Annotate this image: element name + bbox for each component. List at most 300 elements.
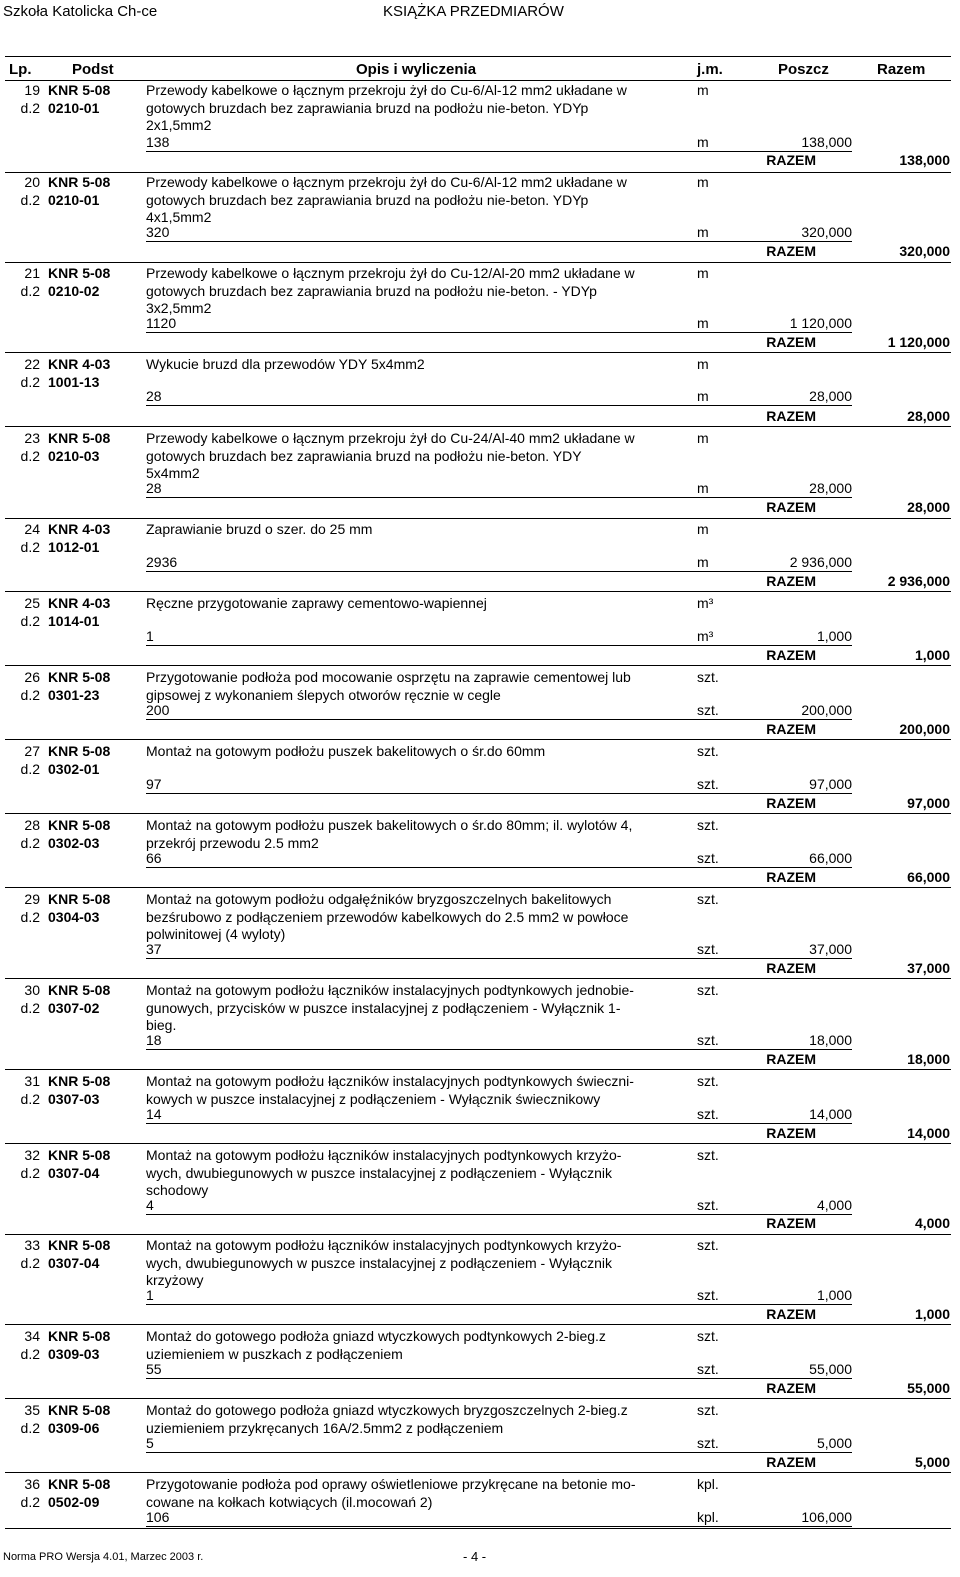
quantity-value: 28,000 (809, 480, 852, 496)
item-number: 26 (24, 669, 40, 685)
item-number: 22 (24, 356, 40, 372)
quantity-underline (146, 958, 852, 959)
item-description (146, 82, 691, 135)
razem-label: RAZEM (766, 721, 816, 737)
quantity-unit: szt. (697, 776, 719, 792)
item-chapter: d.2 (20, 448, 40, 464)
quantity-unit: m (697, 388, 709, 404)
quantity-row (146, 224, 852, 242)
quantity-underline (146, 1123, 852, 1124)
description-line: Montaż na gotowym podłożu łączników instalacyjnych podtynkowych jednobie- (146, 982, 634, 998)
razem-value: 28,000 (907, 408, 950, 424)
razem-label: RAZEM (766, 334, 816, 350)
item-entry (0, 82, 960, 172)
item-unit: szt. (697, 891, 719, 907)
column-header-razem: Razem (877, 61, 926, 78)
item-catalog-code: KNR 5-08 (48, 1328, 111, 1344)
quantity-expression: 2936 (146, 554, 178, 570)
item-description (146, 743, 691, 761)
item-unit: m (697, 356, 709, 372)
item-description (146, 1147, 691, 1200)
description-line: gunowych, przycisków w puszce instalacyjnej z podłączeniem - Wyłącznik 1- (146, 999, 621, 1016)
quantity-expression: 97 (146, 776, 162, 792)
item-description (146, 1237, 691, 1290)
item-entry (0, 595, 960, 665)
footer-page-number: - 4 - (463, 1549, 487, 1564)
item-number: 23 (24, 430, 40, 446)
razem-label: RAZEM (766, 1215, 816, 1231)
quantity-underline (146, 1304, 852, 1305)
quantity-underline (146, 1378, 852, 1379)
razem-row (146, 408, 950, 426)
item-entry (0, 1328, 960, 1398)
item-description (146, 521, 691, 539)
item-unit: szt. (697, 817, 719, 833)
item-catalog-position: 0304-03 (48, 909, 100, 925)
item-catalog-position: 1014-01 (48, 613, 100, 629)
item-entry (0, 1073, 960, 1143)
razem-value: 37,000 (907, 960, 950, 976)
item-catalog-position: 0307-03 (48, 1091, 100, 1107)
quantity-row (146, 1032, 852, 1050)
footer-software-note: Norma PRO Wersja 4.01, Marzec 2003 r. (3, 1551, 204, 1563)
item-catalog-code: KNR 5-08 (48, 1147, 111, 1163)
item-entry (0, 743, 960, 813)
item-catalog-code: KNR 5-08 (48, 891, 111, 907)
item-unit: m (697, 174, 709, 190)
quantity-row (146, 480, 852, 498)
quantity-unit: szt. (697, 1435, 719, 1451)
item-catalog-code: KNR 5-08 (48, 174, 111, 190)
quantity-row (146, 628, 852, 646)
quantity-expression: 37 (146, 941, 162, 957)
column-header-lp: Lp. (9, 61, 32, 78)
quantity-row (146, 776, 852, 794)
item-entry (0, 1476, 960, 1528)
description-line: polwinitowej (4 wyloty) (146, 926, 286, 942)
item-number: 20 (24, 174, 40, 190)
item-catalog-position: 0502-09 (48, 1494, 100, 1510)
item-chapter: d.2 (20, 687, 40, 703)
item-chapter: d.2 (20, 1165, 40, 1181)
item-separator (5, 1398, 951, 1399)
item-unit: kpl. (697, 1476, 719, 1492)
item-separator (5, 352, 951, 353)
quantity-value: 1,000 (816, 1287, 852, 1303)
description-line: Montaż na gotowym podłożu puszek bakelitowych o śr.do 60mm (146, 743, 546, 759)
quantity-unit: m (697, 315, 709, 331)
item-separator (5, 739, 951, 740)
razem-value: 18,000 (907, 1051, 950, 1067)
description-line: Przygotowanie podłoża pod mocowanie osprzętu na zaprawie cementowej lub (146, 669, 631, 685)
item-entry (0, 817, 960, 887)
item-catalog-code: KNR 4-03 (48, 356, 111, 372)
item-number: 32 (24, 1147, 40, 1163)
item-catalog-code: KNR 5-08 (48, 82, 111, 98)
item-description (146, 595, 691, 613)
item-description (146, 982, 691, 1035)
quantity-row (146, 554, 852, 572)
quantity-value: 4,000 (816, 1197, 852, 1213)
razem-row (146, 573, 950, 591)
description-line: Montaż do gotowego podłoża gniazd wtyczkowych podtynkowych 2-bieg.z (146, 1328, 606, 1344)
item-entry (0, 1402, 960, 1472)
description-line: Montaż do gotowego podłoża gniazd wtyczkowych bryzgoszczelnych 2-bieg.z (146, 1402, 628, 1418)
item-description (146, 669, 691, 704)
item-separator (5, 1324, 951, 1325)
item-number: 35 (24, 1402, 40, 1418)
quantity-underline (146, 571, 852, 572)
razem-value: 66,000 (907, 869, 950, 885)
description-line: Zaprawianie bruzd o szer. do 25 mm (146, 521, 373, 537)
razem-label: RAZEM (766, 408, 816, 424)
quantity-row (146, 315, 852, 333)
description-line: krzyżowy (146, 1272, 204, 1288)
table-header-border (5, 80, 951, 81)
item-separator (5, 426, 951, 427)
razem-value: 4,000 (914, 1215, 950, 1231)
description-line: uziemieniem w puszkach z podłączeniem (146, 1345, 403, 1362)
description-line: Montaż na gotowym podłożu łączników instalacyjnych podtynkowych świeczni- (146, 1073, 634, 1089)
quantity-expression: 1120 (146, 315, 177, 331)
razem-label: RAZEM (766, 795, 816, 811)
item-number: 29 (24, 891, 40, 907)
quantity-row (146, 1106, 852, 1124)
item-entry (0, 174, 960, 262)
quantity-row (146, 850, 852, 868)
column-header-jm: j.m. (697, 61, 723, 78)
description-line: Przewody kabelkowe o łącznym przekroju żył do Cu-24/Al-40 mm2 układane w (146, 430, 635, 446)
description-line: 5x4mm2 (146, 465, 200, 481)
item-chapter: d.2 (20, 100, 40, 116)
quantity-expression: 200 (146, 702, 170, 718)
quantity-expression: 28 (146, 480, 162, 496)
item-entry (0, 430, 960, 518)
description-line: Przewody kabelkowe o łącznym przekroju żył do Cu-6/Al-12 mm2 układane w (146, 174, 627, 190)
item-separator (5, 1234, 951, 1235)
quantity-underline (146, 645, 852, 646)
quantity-row (146, 702, 852, 720)
quantity-underline (146, 405, 852, 406)
item-catalog-position: 0302-03 (48, 835, 100, 851)
quantity-unit: szt. (697, 1032, 719, 1048)
item-chapter: d.2 (20, 1091, 40, 1107)
quantity-value: 1,000 (816, 628, 852, 644)
item-entry (0, 669, 960, 739)
quantity-expression: 4 (146, 1197, 154, 1213)
document-header-left: Szkoła Katolicka Ch-ce (3, 3, 158, 20)
razem-value: 138,000 (899, 152, 950, 168)
quantity-row (146, 1435, 852, 1453)
quantity-unit: szt. (697, 941, 719, 957)
description-line: schodowy (146, 1182, 209, 1198)
quantity-expression: 28 (146, 388, 162, 404)
quantity-row (146, 1287, 852, 1305)
description-line: 2x1,5mm2 (146, 117, 212, 133)
item-catalog-code: KNR 5-08 (48, 265, 111, 281)
item-description (146, 1476, 691, 1511)
item-catalog-position: 0210-01 (48, 100, 100, 116)
quantity-value: 1 120,000 (789, 315, 852, 331)
column-header-poszcz: Poszcz (778, 61, 829, 78)
quantity-underline (146, 719, 852, 720)
item-unit: m (697, 521, 709, 537)
razem-row (146, 869, 950, 887)
item-catalog-position: 1001-13 (48, 374, 100, 390)
quantity-value: 37,000 (809, 941, 852, 957)
quantity-unit: m (697, 480, 709, 496)
razem-row (146, 1454, 950, 1472)
item-number: 30 (24, 982, 40, 998)
description-line: Montaż na gotowym podłożu łączników instalacyjnych podtynkowych krzyżo- (146, 1147, 622, 1163)
item-chapter: d.2 (20, 1346, 40, 1362)
quantity-value: 14,000 (809, 1106, 852, 1122)
description-line: uziemieniem przykręcanych 16A/2.5mm2 z podłączeniem (146, 1419, 504, 1436)
razem-label: RAZEM (766, 243, 816, 259)
razem-label: RAZEM (766, 1454, 816, 1470)
description-line: gotowych bruzdach bez zaprawiania bruzd na podłożu nie-beton. YDY (146, 447, 582, 464)
item-chapter: d.2 (20, 1494, 40, 1510)
description-line: bieg. (146, 1017, 177, 1033)
razem-row (146, 795, 950, 813)
quantity-unit: szt. (697, 702, 719, 718)
quantity-value: 5,000 (816, 1435, 852, 1451)
description-line: Montaż na gotowym podłożu puszek bakelitowych o śr.do 80mm; il. wylotów 4, (146, 817, 633, 833)
razem-label: RAZEM (766, 152, 816, 168)
item-entry (0, 1147, 960, 1234)
quantity-unit: szt. (697, 1287, 719, 1303)
razem-label: RAZEM (766, 960, 816, 976)
item-unit: szt. (697, 1328, 719, 1344)
item-number: 34 (24, 1328, 40, 1344)
item-description (146, 1328, 691, 1363)
quantity-underline (146, 793, 852, 794)
quantity-expression: 18 (146, 1032, 162, 1048)
item-number: 21 (24, 265, 40, 281)
item-catalog-code: KNR 5-08 (48, 1073, 111, 1089)
razem-label: RAZEM (766, 499, 816, 515)
quantity-value: 55,000 (809, 1361, 852, 1377)
item-unit: m (697, 265, 709, 281)
razem-value: 5,000 (914, 1454, 950, 1470)
item-unit: m (697, 82, 709, 98)
item-number: 24 (24, 521, 40, 537)
quantity-value: 320,000 (801, 224, 852, 240)
item-chapter: d.2 (20, 613, 40, 629)
description-line: Wykucie bruzd dla przewodów YDY 5x4mm2 (146, 356, 425, 372)
quantity-value: 2 936,000 (789, 554, 852, 570)
razem-value: 200,000 (899, 721, 950, 737)
quantity-expression: 320 (146, 224, 170, 240)
razem-row (146, 1125, 950, 1143)
quantity-row (146, 388, 852, 406)
description-line: gotowych bruzdach bez zaprawiania bruzd na podłożu nie-beton. YDYp (146, 99, 589, 116)
razem-row (146, 960, 950, 978)
quantity-expression: 1 (146, 628, 154, 644)
item-entry (0, 265, 960, 352)
item-entry (0, 356, 960, 426)
item-separator (5, 172, 951, 173)
razem-value: 1 120,000 (887, 334, 950, 350)
quantity-row (146, 1197, 852, 1215)
quantity-unit: kpl. (697, 1509, 719, 1525)
quantity-underline (146, 497, 852, 498)
item-separator (5, 1069, 951, 1070)
razem-value: 1,000 (914, 647, 950, 663)
razem-label: RAZEM (766, 1380, 816, 1396)
quantity-unit: m (697, 134, 709, 150)
item-description (146, 891, 691, 944)
item-catalog-code: KNR 5-08 (48, 430, 111, 446)
column-header-podst: Podst (72, 61, 114, 78)
item-separator (5, 665, 951, 666)
item-separator (5, 518, 951, 519)
item-entry (0, 982, 960, 1069)
quantity-underline (146, 1452, 852, 1453)
quantity-value: 66,000 (809, 850, 852, 866)
description-line: bezśrubowo z podłączeniem przewodów kabelkowych do 2.5 mm2 w powłoce (146, 908, 629, 925)
item-catalog-position: 0301-23 (48, 687, 100, 703)
razem-row (146, 499, 950, 517)
item-catalog-code: KNR 5-08 (48, 743, 111, 759)
item-catalog-position: 0307-04 (48, 1165, 100, 1181)
razem-row (146, 1306, 950, 1324)
razem-row (146, 334, 950, 352)
item-separator (5, 887, 951, 888)
quantity-expression: 14 (146, 1106, 162, 1122)
razem-row (146, 1051, 950, 1069)
item-chapter: d.2 (20, 192, 40, 208)
item-catalog-code: KNR 4-03 (48, 595, 111, 611)
razem-value: 1,000 (914, 1306, 950, 1322)
description-line: Ręczne przygotowanie zaprawy cementowo-wapiennej (146, 595, 487, 611)
item-description (146, 265, 691, 318)
description-line: 4x1,5mm2 (146, 209, 212, 225)
quantity-value: 138,000 (801, 134, 852, 150)
item-separator (5, 1143, 951, 1144)
quantity-unit: m (697, 224, 709, 240)
item-catalog-position: 0210-02 (48, 283, 100, 299)
item-catalog-position: 0210-01 (48, 192, 100, 208)
quantity-unit: szt. (697, 1361, 719, 1377)
item-separator (5, 813, 951, 814)
description-line: 3x2,5mm2 (146, 300, 212, 316)
quantity-value: 106,000 (801, 1509, 852, 1525)
description-line: Montaż na gotowym podłożu odgałęźników bryzgoszczelnych bakelitowych (146, 891, 612, 907)
description-line: Przewody kabelkowe o łącznym przekroju żył do Cu-6/Al-12 mm2 układane w (146, 82, 627, 98)
item-chapter: d.2 (20, 761, 40, 777)
item-unit: szt. (697, 1147, 719, 1163)
razem-row (146, 721, 950, 739)
item-chapter: d.2 (20, 835, 40, 851)
description-line: gipsowej z wykonaniem ślepych otworów ręcznie w cegle (146, 686, 501, 703)
item-catalog-position: 0302-01 (48, 761, 100, 777)
description-line: Przygotowanie podłoża pod oprawy oświetleniowe przykręcane na betonie mo- (146, 1476, 636, 1492)
quantity-row (146, 1509, 852, 1527)
item-chapter: d.2 (20, 1420, 40, 1436)
item-chapter: d.2 (20, 374, 40, 390)
item-unit: m³ (697, 595, 714, 611)
quantity-value: 28,000 (809, 388, 852, 404)
description-line: przekrój przewodu 2.5 mm2 (146, 834, 319, 851)
quantity-underline (146, 332, 852, 333)
razem-label: RAZEM (766, 573, 816, 589)
quantity-row (146, 941, 852, 959)
item-chapter: d.2 (20, 909, 40, 925)
quantity-expression: 5 (146, 1435, 154, 1451)
item-description (146, 430, 691, 483)
item-description (146, 817, 691, 852)
razem-label: RAZEM (766, 1125, 816, 1141)
razem-row (146, 152, 950, 170)
razem-label: RAZEM (766, 1051, 816, 1067)
item-unit: szt. (697, 669, 719, 685)
quantity-underline (146, 867, 852, 868)
item-unit: szt. (697, 982, 719, 998)
razem-value: 2 936,000 (887, 573, 950, 589)
item-catalog-code: KNR 5-08 (48, 1237, 111, 1253)
description-line: wych, dwubiegunowych w puszce instalacyjnej z podłączeniem - Wyłącznik (146, 1164, 612, 1181)
item-separator (5, 591, 951, 592)
item-description (146, 174, 691, 227)
item-chapter: d.2 (20, 539, 40, 555)
razem-label: RAZEM (766, 1306, 816, 1322)
razem-row (146, 647, 950, 665)
description-line: Montaż na gotowym podłożu łączników instalacyjnych podtynkowych krzyżo- (146, 1237, 622, 1253)
item-catalog-code: KNR 5-08 (48, 669, 111, 685)
quantity-underline (146, 241, 852, 242)
item-catalog-position: 0309-06 (48, 1420, 100, 1436)
item-catalog-position: 0307-02 (48, 1000, 100, 1016)
quantity-underline (146, 1526, 852, 1527)
razem-value: 97,000 (907, 795, 950, 811)
item-number: 31 (24, 1073, 40, 1089)
razem-label: RAZEM (766, 869, 816, 885)
quantity-expression: 55 (146, 1361, 162, 1377)
razem-label: RAZEM (766, 647, 816, 663)
item-number: 19 (24, 82, 40, 98)
razem-value: 14,000 (907, 1125, 950, 1141)
item-number: 33 (24, 1237, 40, 1253)
item-catalog-position: 0210-03 (48, 448, 100, 464)
item-catalog-code: KNR 5-08 (48, 1476, 111, 1492)
quantity-unit: szt. (697, 1197, 719, 1213)
item-catalog-position: 0307-04 (48, 1255, 100, 1271)
item-catalog-code: KNR 5-08 (48, 817, 111, 833)
quantity-expression: 66 (146, 850, 162, 866)
item-unit: m (697, 430, 709, 446)
quantity-unit: m³ (697, 628, 714, 644)
quantity-row (146, 1361, 852, 1379)
quantity-value: 200,000 (801, 702, 852, 718)
item-number: 36 (24, 1476, 40, 1492)
quantity-unit: m (697, 554, 709, 570)
quantity-unit: szt. (697, 1106, 719, 1122)
razem-value: 55,000 (907, 1380, 950, 1396)
quantity-unit: szt. (697, 850, 719, 866)
quantity-value: 97,000 (809, 776, 852, 792)
item-unit: szt. (697, 743, 719, 759)
item-entry (0, 521, 960, 591)
description-line: gotowych bruzdach bez zaprawiania bruzd na podłożu nie-beton. - YDYp (146, 282, 597, 299)
item-unit: szt. (697, 1237, 719, 1253)
column-header-opis: Opis i wyliczenia (356, 61, 477, 78)
item-chapter: d.2 (20, 1000, 40, 1016)
document-header-title: KSIĄŻKA PRZEDMIARÓW (383, 3, 564, 20)
razem-value: 320,000 (899, 243, 950, 259)
item-unit: szt. (697, 1402, 719, 1418)
quantity-row (146, 134, 852, 152)
